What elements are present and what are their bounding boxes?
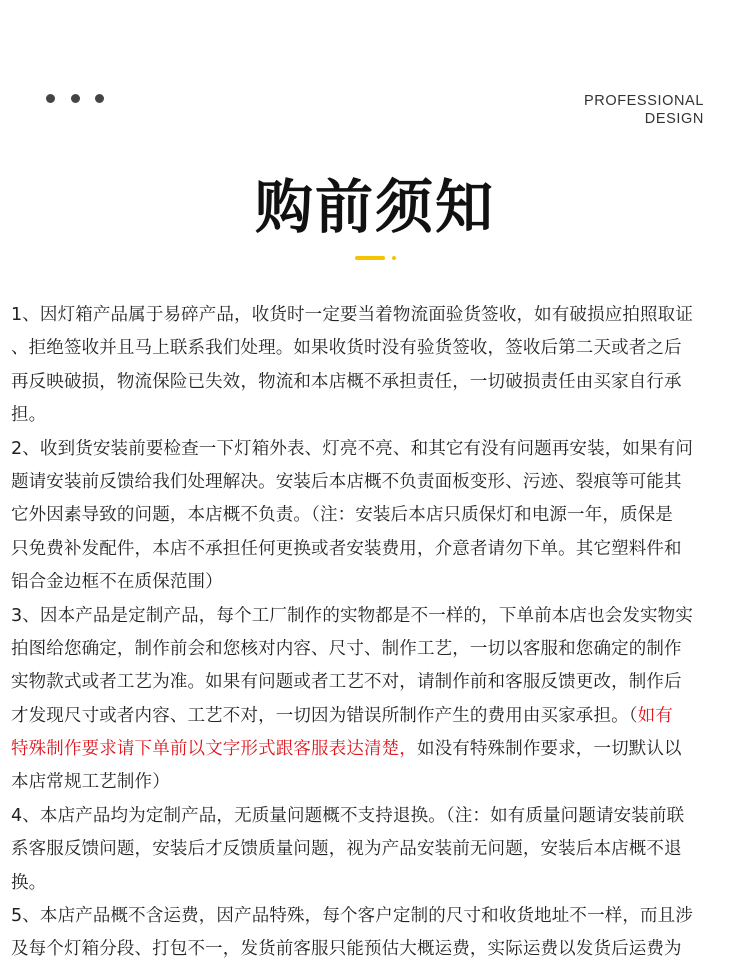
title-underline-dot	[392, 256, 396, 260]
notice-body	[11, 299, 746, 967]
notice-line: 担。	[11, 405, 47, 426]
notice-highlight: 如有	[637, 705, 673, 726]
notice-line: 2、收到货安装前要检查一下灯箱外表、灯亮不亮、和其它有没有问题再安装，如果有问	[11, 438, 693, 459]
notice-line	[11, 700, 746, 733]
decorative-dot-1	[46, 94, 55, 103]
page-title: 购前须知	[254, 173, 495, 241]
notice-text: 如没有特殊制作要求，一切默认以	[416, 739, 682, 760]
title-underline	[355, 256, 385, 260]
notice-highlight: 特殊制作要求请下单前以文字形式跟客服表达清楚，	[11, 739, 417, 760]
notice-line: 再反映破损，物流保险已失效，物流和本店概不承担责任，一切破损责任由买家自行承	[11, 371, 682, 392]
notice-line: 换。	[11, 872, 47, 893]
notice-line: 及每个灯箱分段、打包不一，发货前客服只能预估大概运费，实际运费以发货后运费为	[11, 939, 682, 960]
brand-tagline	[584, 92, 704, 128]
notice-line: 1、因灯箱产品属于易碎产品，收货时一定要当着物流面验货签收，如有破损应拍照取证	[11, 305, 693, 325]
notice-line: 5、本店产品概不含运费，因产品特殊，每个客户定制的尺寸和收货地址不一样，而且涉	[11, 906, 693, 927]
notice-line: 实物款式或者工艺为准。如果有问题或者工艺不对，请制作前和客服反馈更改，制作后	[11, 672, 682, 693]
decorative-dot-3	[95, 94, 104, 103]
notice-line: 题请安装前反馈给我们处理解决。安装后本店概不负责面板变形、污迹、裂痕等可能其	[11, 471, 682, 492]
notice-line: 只免费补发配件，本店不承担任何更换或者安装费用，介意者请勿下单。其它塑料件和	[11, 538, 682, 559]
brand-line-2: DESIGN	[644, 111, 704, 127]
notice-line: 系客服反馈问题，安装后才反馈质量问题，视为产品安装前无问题，安装后本店概不退	[11, 839, 682, 860]
notice-line: 铝合金边框不在质保范围）	[11, 572, 223, 593]
notice-text: 才发现尺寸或者内容、工艺不对，一切因为错误所制作产生的费用由买家承担。（	[11, 705, 638, 726]
notice-line: 它外因素导致的问题，本店概不负责。（注：安装后本店只质保灯和电源一年，质保是	[11, 505, 673, 526]
notice-line: 4、本店产品均为定制产品，无质量问题概不支持退换。（注：如有质量问题请安装前联	[11, 805, 685, 826]
notice-line	[11, 733, 746, 766]
notice-line: 拍图给您确定，制作前会和您核对内容、尺寸、制作工艺，一切以客服和您确定的制作	[11, 638, 682, 659]
decorative-dot-2	[71, 94, 80, 103]
notice-line: 本店常规工艺制作）	[11, 772, 170, 793]
notice-line: 3、因本产品是定制产品，每个工厂制作的实物都是不一样的，下单前本店也会发实物实	[11, 605, 693, 626]
notice-line: 、拒绝签收并且马上联系我们处理。如果收货时没有验货签收，签收后第二天或者之后	[11, 338, 682, 359]
brand-line-1: PROFESSIONAL	[583, 93, 704, 109]
